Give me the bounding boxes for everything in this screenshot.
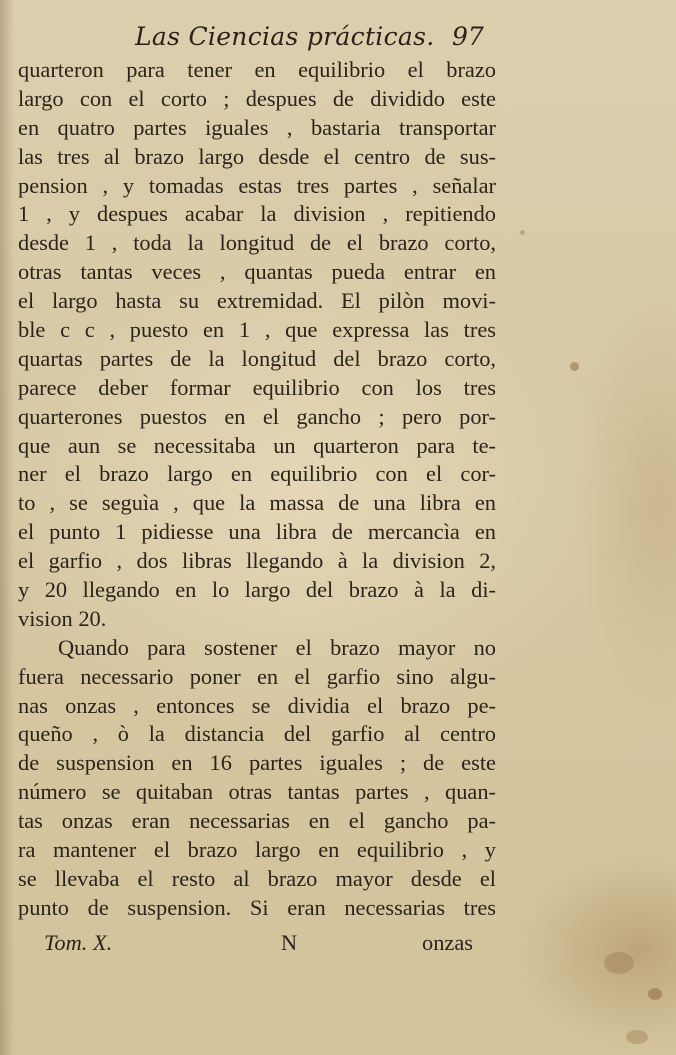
spine-shadow xyxy=(0,0,14,1055)
text-line: el largo hasta su extremidad. El pilòn movi- xyxy=(18,288,496,314)
text-line: queño , ò la distancia del garfio al centro xyxy=(18,721,496,747)
text-line: quarteron para tener en equilibrio el brazo xyxy=(18,57,496,82)
running-title: Las Ciencias prácticas. xyxy=(135,22,435,51)
page-number: 97 xyxy=(452,22,484,51)
body-text xyxy=(18,56,496,923)
paragraph-start-line: Quando para sostener el brazo mayor no xyxy=(58,634,496,660)
text-line: punto de suspension. Si eran necessarias tres xyxy=(18,894,496,920)
text-line: y 20 llegando en lo largo del brazo à la di- xyxy=(18,577,496,603)
age-stain xyxy=(648,988,662,1000)
text-line: quartas partes de la longitud del brazo corto, xyxy=(18,345,496,371)
text-line: se llevaba el resto al brazo mayor desde el xyxy=(18,865,496,891)
volume-mark: Tom. X. xyxy=(44,930,113,955)
text-line: el garfio , dos libras llegando à la division 2, xyxy=(18,548,496,574)
age-stain xyxy=(570,362,579,371)
text-line: el punto 1 pidiesse una libra de mercancìa en xyxy=(18,519,496,545)
age-stain xyxy=(626,1030,648,1044)
text-line: ble c c , puesto en 1 , que expressa las tres xyxy=(18,317,496,343)
page-footer xyxy=(0,930,676,964)
text-line: vision 20. xyxy=(18,605,107,631)
text-line: número se quitaban otras tantas partes , quan- xyxy=(18,779,496,805)
signature-mark: N xyxy=(281,930,298,955)
text-line: tas onzas eran necessarias en el gancho pa- xyxy=(18,808,496,834)
age-stain xyxy=(520,230,525,235)
text-line: otras tantas veces , quantas pueda entrar en xyxy=(18,259,496,285)
text-line: en quatro partes iguales , bastaria transportar xyxy=(18,114,496,140)
text-line: quarterones puestos en el gancho ; pero por- xyxy=(18,403,496,429)
text-line: pension , y tomadas estas tres partes , señalar xyxy=(18,172,496,198)
text-line: parece deber formar equilibrio con los tres xyxy=(18,374,496,400)
text-line: largo con el corto ; despues de dividido este xyxy=(18,85,496,111)
catchword: onzas xyxy=(422,930,473,955)
text-line: ra mantener el brazo largo en equilibrio , y xyxy=(18,837,496,863)
text-line: to , se seguìa , que la massa de una libra en xyxy=(18,490,496,516)
text-line: desde 1 , toda la longitud de el brazo corto, xyxy=(18,230,496,256)
text-line: ner el brazo largo en equilibrio con el cor- xyxy=(18,461,496,487)
text-line: de suspension en 16 partes iguales ; de este xyxy=(18,750,496,776)
text-line: las tres al brazo largo desde el centro de sus- xyxy=(18,143,496,169)
text-line: 1 , y despues acabar la division , repitiendo xyxy=(18,201,496,227)
text-line: nas onzas , entonces se dividia el brazo pe- xyxy=(18,692,496,718)
text-line: fuera necessario poner en el garfio sino algu- xyxy=(18,663,496,689)
text-line: que aun se necessitaba un quarteron para te- xyxy=(18,432,496,458)
